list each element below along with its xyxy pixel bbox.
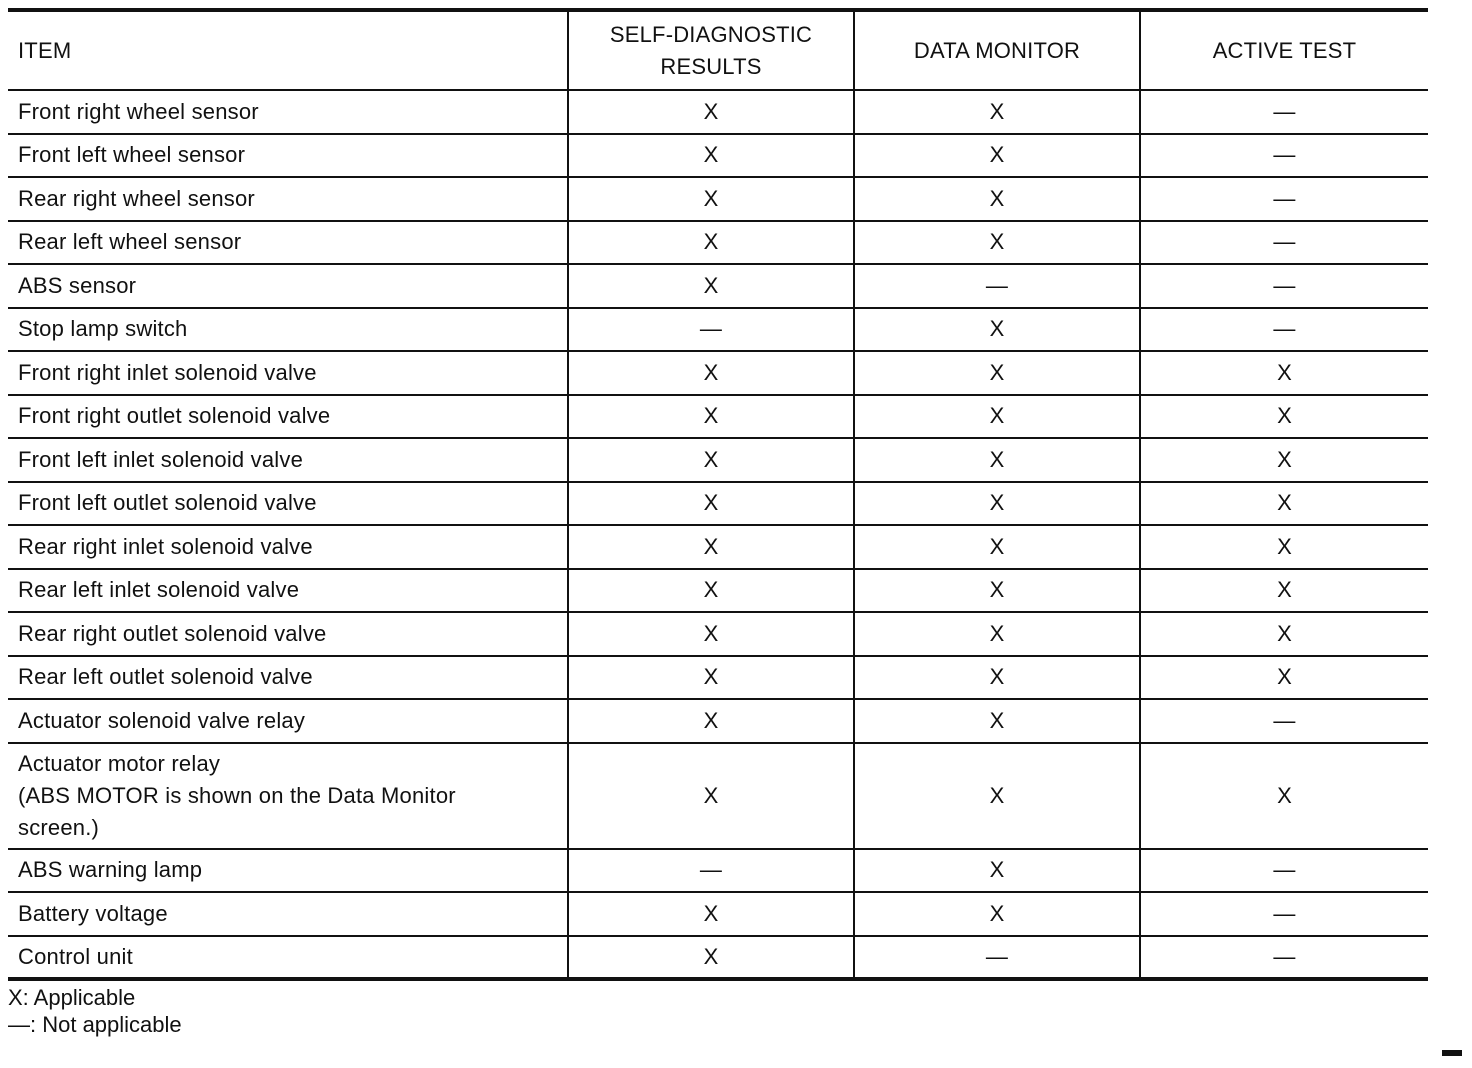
table-row: [8, 656, 1428, 700]
cell-active-test: X: [1140, 351, 1428, 395]
row-item-name: Front right inlet solenoid valve: [8, 351, 568, 395]
cell-active-test: X: [1140, 438, 1428, 482]
cell-self-diagnostic: X: [568, 134, 854, 178]
table-row: [8, 90, 1428, 134]
table-row: [8, 482, 1428, 526]
legend-applicable: X: Applicable: [8, 985, 136, 1010]
cell-self-diagnostic: X: [568, 221, 854, 265]
cell-self-diagnostic: X: [568, 482, 854, 526]
cell-data-monitor: X: [854, 525, 1140, 569]
cell-self-diagnostic: X: [568, 90, 854, 134]
table-row: [8, 892, 1428, 936]
row-item-name: Rear right inlet solenoid valve: [8, 525, 568, 569]
header-self-diagnostic-results: [568, 10, 854, 90]
table-row: [8, 177, 1428, 221]
row-item-name: Battery voltage: [8, 892, 568, 936]
cell-self-diagnostic: X: [568, 177, 854, 221]
row-item-name: Rear left inlet solenoid valve: [8, 569, 568, 613]
cell-self-diagnostic: X: [568, 699, 854, 743]
row-item-name: [8, 743, 568, 849]
cell-self-diagnostic: X: [568, 264, 854, 308]
table-row: [8, 849, 1428, 893]
cell-self-diagnostic: —: [568, 308, 854, 352]
cell-data-monitor: X: [854, 90, 1140, 134]
cell-self-diagnostic: X: [568, 438, 854, 482]
diagnostic-items-table-container: [8, 8, 1428, 981]
cell-data-monitor: X: [854, 892, 1140, 936]
row-item-line: (ABS MOTOR is shown on the Data Monitor: [18, 782, 456, 808]
table-row: [8, 308, 1428, 352]
table-row: [8, 438, 1428, 482]
cell-active-test: X: [1140, 482, 1428, 526]
cell-self-diagnostic: X: [568, 743, 854, 849]
cell-active-test: —: [1140, 221, 1428, 265]
table-row: [8, 134, 1428, 178]
cell-active-test: —: [1140, 177, 1428, 221]
cell-self-diagnostic: X: [568, 569, 854, 613]
cell-data-monitor: X: [854, 482, 1140, 526]
row-item-name: Front left wheel sensor: [8, 134, 568, 178]
cell-data-monitor: X: [854, 849, 1140, 893]
row-item-name: Rear left outlet solenoid valve: [8, 656, 568, 700]
cell-data-monitor: X: [854, 743, 1140, 849]
row-item-name: Front left outlet solenoid valve: [8, 482, 568, 526]
cell-active-test: X: [1140, 743, 1428, 849]
row-item-name: ABS warning lamp: [8, 849, 568, 893]
row-item-line: screen.): [18, 814, 100, 840]
cell-active-test: —: [1140, 699, 1428, 743]
cell-active-test: X: [1140, 569, 1428, 613]
cell-self-diagnostic: X: [568, 525, 854, 569]
row-item-name: Control unit: [8, 936, 568, 980]
cell-self-diagnostic: X: [568, 656, 854, 700]
row-item-name: ABS sensor: [8, 264, 568, 308]
table-header-row: [8, 10, 1428, 90]
table-row: [8, 264, 1428, 308]
cell-active-test: —: [1140, 264, 1428, 308]
page-edge-mark: [1442, 1050, 1462, 1056]
cell-self-diagnostic: X: [568, 936, 854, 980]
header-active-test: ACTIVE TEST: [1140, 10, 1428, 90]
legend-not-applicable: —: Not applicable: [8, 1012, 182, 1037]
table-row: [8, 569, 1428, 613]
row-item-name: Front left inlet solenoid valve: [8, 438, 568, 482]
header-data-monitor: DATA MONITOR: [854, 10, 1140, 90]
table-row: [8, 612, 1428, 656]
cell-data-monitor: X: [854, 569, 1140, 613]
cell-data-monitor: X: [854, 308, 1140, 352]
cell-self-diagnostic: —: [568, 849, 854, 893]
row-item-line: Actuator motor relay: [18, 750, 221, 776]
cell-active-test: —: [1140, 849, 1428, 893]
table-row: [8, 221, 1428, 265]
cell-active-test: —: [1140, 308, 1428, 352]
legend: [8, 984, 182, 1038]
cell-self-diagnostic: X: [568, 395, 854, 439]
cell-data-monitor: X: [854, 699, 1140, 743]
cell-data-monitor: X: [854, 134, 1140, 178]
cell-data-monitor: X: [854, 395, 1140, 439]
table-row: [8, 351, 1428, 395]
row-item-name: Front right outlet solenoid valve: [8, 395, 568, 439]
cell-active-test: —: [1140, 134, 1428, 178]
row-item-name: Rear right wheel sensor: [8, 177, 568, 221]
cell-active-test: —: [1140, 936, 1428, 980]
row-item-name: Rear left wheel sensor: [8, 221, 568, 265]
cell-active-test: X: [1140, 395, 1428, 439]
table-row: [8, 936, 1428, 980]
row-item-name: Front right wheel sensor: [8, 90, 568, 134]
cell-active-test: X: [1140, 656, 1428, 700]
cell-active-test: X: [1140, 612, 1428, 656]
row-item-name: Stop lamp switch: [8, 308, 568, 352]
cell-data-monitor: X: [854, 177, 1140, 221]
table-row: [8, 395, 1428, 439]
cell-data-monitor: —: [854, 264, 1140, 308]
cell-data-monitor: X: [854, 656, 1140, 700]
header-item: ITEM: [8, 10, 568, 90]
cell-data-monitor: X: [854, 221, 1140, 265]
cell-data-monitor: X: [854, 351, 1140, 395]
cell-self-diagnostic: X: [568, 892, 854, 936]
table-row: [8, 699, 1428, 743]
cell-data-monitor: X: [854, 438, 1140, 482]
cell-active-test: —: [1140, 892, 1428, 936]
cell-self-diagnostic: X: [568, 612, 854, 656]
cell-active-test: X: [1140, 525, 1428, 569]
row-item-name: Rear right outlet solenoid valve: [8, 612, 568, 656]
cell-data-monitor: —: [854, 936, 1140, 980]
header-self-diagnostic-line1: SELF-DIAGNOSTIC: [609, 21, 813, 47]
table-row: [8, 743, 1428, 849]
table-row: [8, 525, 1428, 569]
row-item-name: Actuator solenoid valve relay: [8, 699, 568, 743]
cell-self-diagnostic: X: [568, 351, 854, 395]
diagnostic-items-table: [8, 8, 1428, 981]
cell-data-monitor: X: [854, 612, 1140, 656]
header-self-diagnostic-line2: RESULTS: [660, 53, 762, 79]
cell-active-test: —: [1140, 90, 1428, 134]
